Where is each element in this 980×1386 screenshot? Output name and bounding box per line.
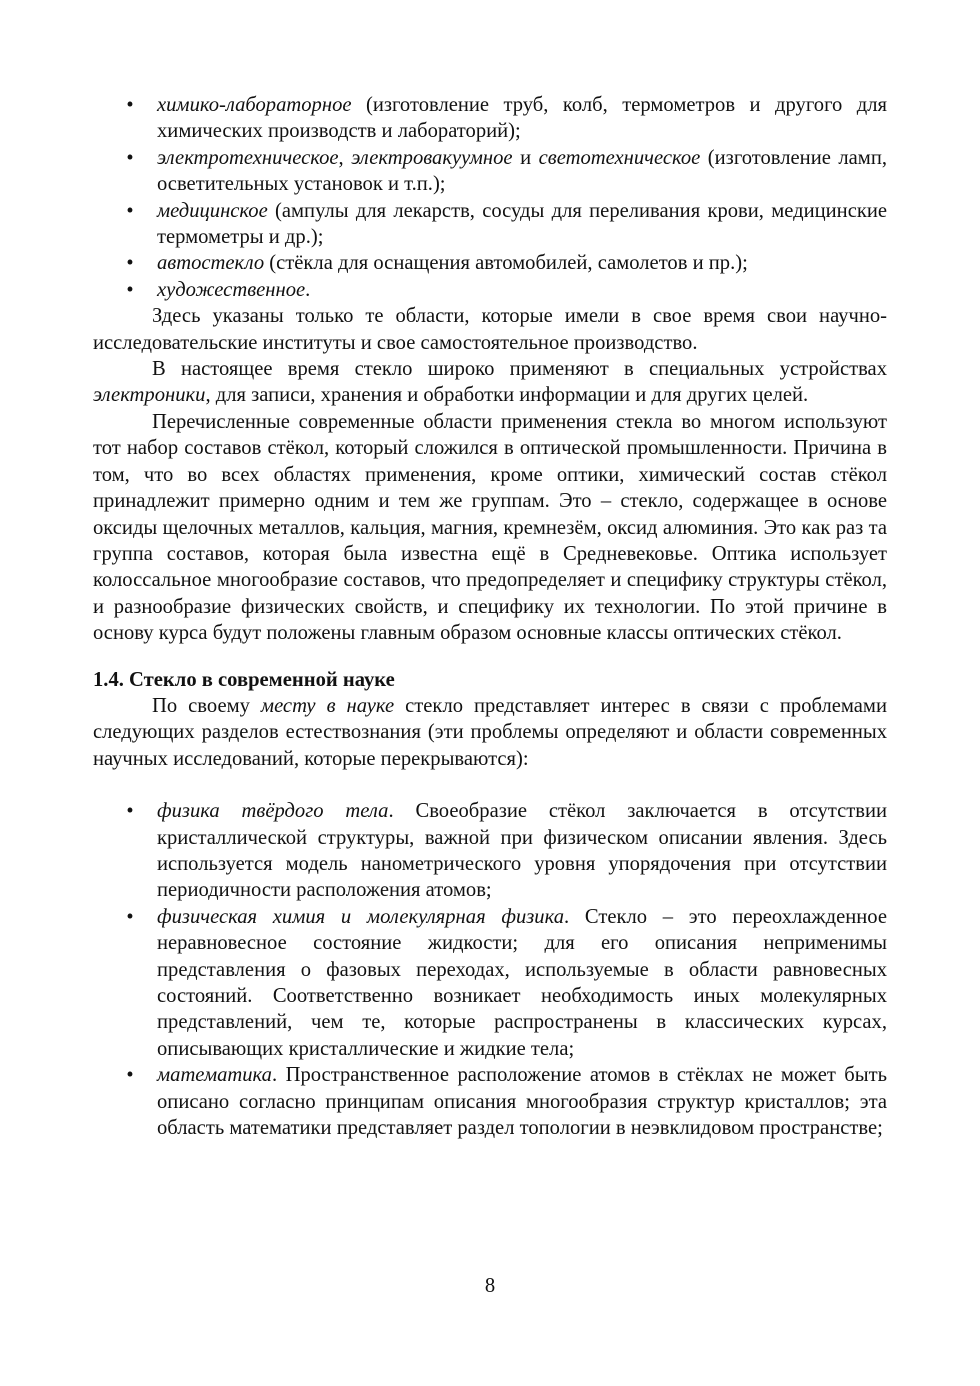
- bullet-icon: •: [126, 800, 134, 823]
- paragraph: [93, 693, 887, 772]
- item-term: медицинское: [157, 199, 268, 222]
- item-separator: и: [512, 146, 539, 169]
- bullet-icon: •: [126, 146, 134, 169]
- page-number: 8: [484, 1275, 496, 1297]
- item-term: автостекло: [157, 252, 265, 275]
- bullet-icon: •: [126, 94, 134, 116]
- item-text: . Стекло – это переохлажденное неравновесное состояние жидкости; для его описания неприменимы представления о фазовых переходах, используемые в области равновесных состояний. Соответственно возникает необходимость иных молекулярных представлений, чем те, которые распространены в классических курсах, описывающих кристаллические и жидкие тела;: [157, 905, 887, 1060]
- list-item: [93, 904, 887, 1062]
- item-text: (изготовление труб, колб, термометров и другого для химических производств и лабораторий);: [157, 94, 887, 143]
- paragraph: [93, 356, 887, 409]
- paragraph-text: , для записи, хранения и обработки информации и для других целей.: [205, 384, 809, 407]
- bullet-icon: •: [126, 905, 134, 928]
- item-term: светотехническое: [538, 146, 701, 169]
- paragraph-emphasis: электроники: [93, 384, 206, 407]
- page-body: [93, 92, 887, 1141]
- bullet-icon: •: [126, 252, 134, 275]
- item-term: математика: [157, 1064, 272, 1087]
- paragraph: Здесь указаны только те области, которые имели в свое время свои научно-исследовательские институты и свое самостоятельное производство.: [93, 305, 887, 354]
- list-item: [93, 145, 887, 198]
- section-heading: 1.4. Стекло в современной науке: [93, 668, 395, 691]
- item-text: .: [305, 278, 311, 301]
- item-text: (ампулы для лекарств, сосуды для переливания крови, медицинские термометры и др.);: [157, 199, 887, 249]
- item-term: электровакуумное: [351, 146, 513, 169]
- applications-list: [93, 92, 887, 303]
- list-item: [93, 277, 887, 303]
- item-text: . Пространственное расположение атомов в стёклах не может быть описано согласно принципам описания многообразия структур кристаллов; эта область математики представляет раздел топологии в неэвклидовом пространстве;: [157, 1064, 887, 1140]
- list-item: [93, 250, 887, 276]
- bullet-icon: •: [126, 1064, 134, 1087]
- paragraph-text: По своему: [152, 694, 261, 717]
- list-item: [93, 798, 887, 904]
- paragraph-text: В настоящее время стекло широко применяют в специальных устройствах: [152, 358, 887, 381]
- item-term: физическая химия и молекулярная физика: [157, 905, 565, 928]
- bullet-icon: •: [126, 199, 134, 222]
- item-term: химико-лабораторное: [157, 94, 352, 116]
- item-text: (стёкла для оснащения автомобилей, самолетов и пр.);: [264, 252, 748, 275]
- spacer: [93, 772, 887, 798]
- item-term: физика твёрдого тела: [157, 800, 389, 823]
- item-text: . Своеобразие стёкол заключается в отсутствии кристаллической структуры, важной при физическом описании явления. Здесь используется модель нанометрического уровня упорядочения при отсутствии периодичности расположения атомов;: [157, 800, 888, 902]
- science-list: [93, 798, 887, 1141]
- item-term: художественное: [157, 278, 306, 301]
- item-term: электротехническое: [157, 146, 339, 169]
- paragraph-text: стекло представляет интерес в связи с проблемами следующих разделов естествознания (эти проблемы определяют и области современных научных исследований, которые перекрываются):: [93, 694, 887, 770]
- bullet-icon: •: [126, 278, 134, 301]
- list-item: [93, 92, 887, 145]
- list-item: [93, 1062, 887, 1141]
- list-item: [93, 198, 887, 251]
- paragraph: Перечисленные современные области применения стекла во многом используют тот набор составов стёкол, который сложился в оптической промышленности. Причина в том, что во всех областях применения, кроме оптики, химический состав стёкол принадлежит примерно одним и тем же группам. Это – стекло, содержащее в основе оксиды щелочных металлов, кальция, магния, кремнезём, оксид алюминия. Это как раз та группа составов, которая была известна ещё в Средневековье. Оптика использует колоссальное многообразие составов, что предопределяет и специфику структуры стёкол, и разнообразие физических свойств, и специфику их технологии. По этой причине в основу курса будут положены главным образом основные классы оптических стёкол.: [93, 410, 887, 645]
- paragraph-emphasis: месту в науке: [260, 694, 395, 717]
- item-text: (изготовление ламп, осветительных установок и т.п.);: [157, 146, 888, 196]
- item-separator: ,: [338, 146, 352, 169]
